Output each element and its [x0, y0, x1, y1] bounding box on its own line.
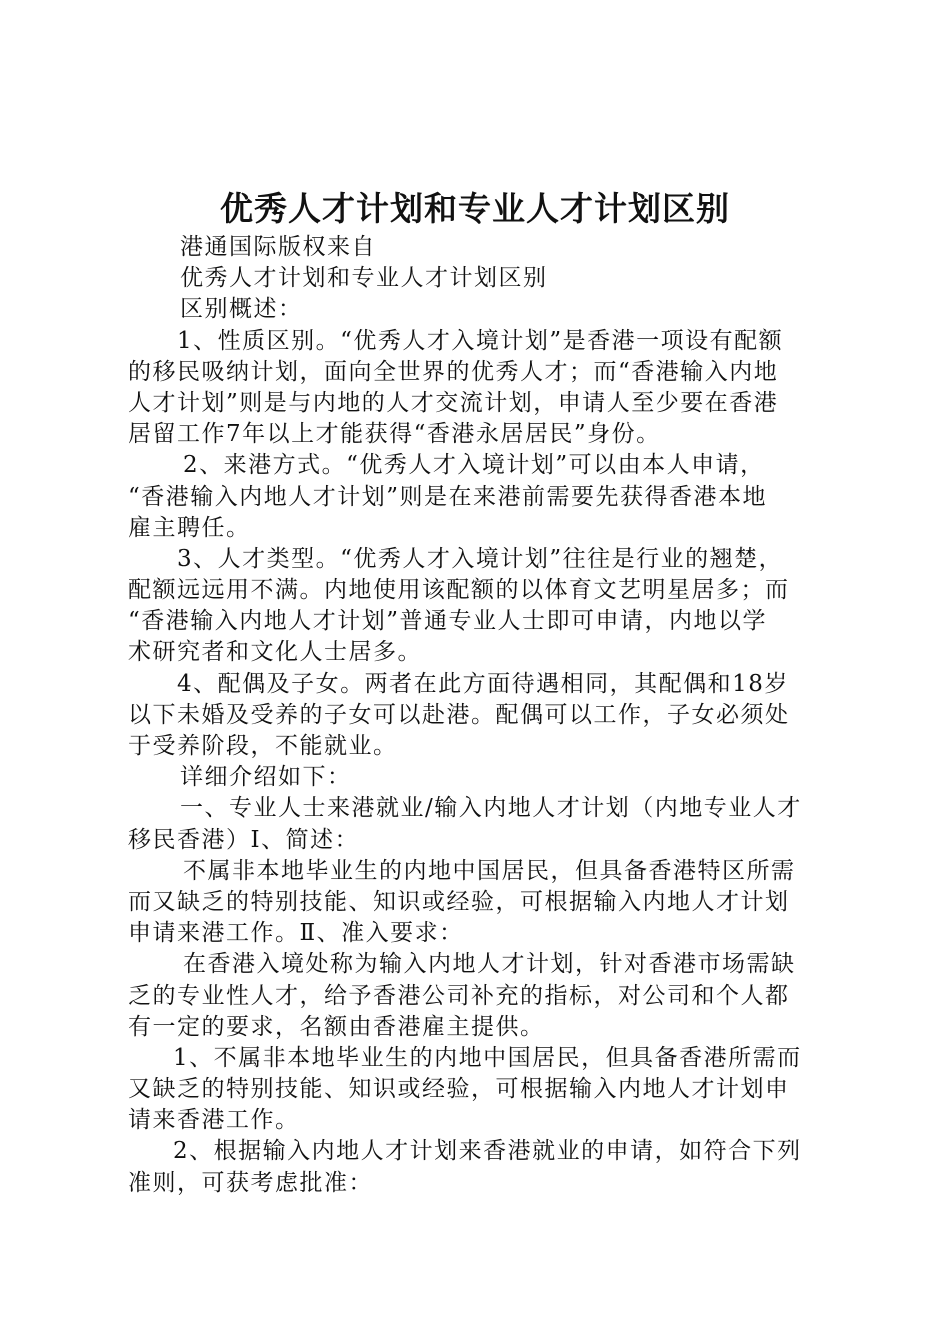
paragraph-line: 雇主聘任。 — [128, 514, 251, 541]
paragraph-line: 1、性质区别。“优秀人才入境计划”是香港一项设有配额 — [177, 327, 784, 354]
paragraph-line: 居留工作7年以上才能获得“香港永居居民”身份。 — [128, 421, 661, 448]
paragraph-line: 乏的专业性人才，给予香港公司补充的指标，对公司和个人都 — [128, 982, 790, 1009]
paragraph-line: 于受养阶段，不能就业。 — [128, 733, 398, 759]
paragraph-line: 又缺乏的特别技能、知识或经验，可根据输入内地人才计划申 — [128, 1076, 790, 1103]
paragraph-line: 以下未婚及受养的子女可以赴港。配偶可以工作，子女必须处 — [128, 701, 790, 728]
paragraph-line: 优秀人才计划和专业人才计划区别 — [180, 265, 548, 292]
paragraph-line: 4、配偶及子女。两者在此方面待遇相同，其配偶和18岁 — [177, 670, 789, 697]
paragraph-line: 2、来港方式。“优秀人才入境计划”可以由本人申请， — [183, 452, 765, 479]
paragraph-line: 一、专业人士来港就业/输入内地人才计划（内地专业人才 — [180, 795, 802, 822]
paragraph-line: 的移民吸纳计划，面向全世界的优秀人才；而“香港输入内地 — [128, 358, 779, 385]
paragraph-line: 准则，可获考虑批准： — [128, 1169, 373, 1196]
paragraph-line: 而又缺乏的特别技能、知识或经验，可根据输入内地人才计划 — [128, 888, 790, 915]
paragraph-line: 在香港入境处称为输入内地人才计划，针对香港市场需缺 — [183, 951, 796, 978]
paragraph-line: “香港输入内地人才计划”则是在来港前需要先获得香港本地 — [128, 483, 768, 510]
paragraph-line: 1、不属非本地毕业生的内地中国居民，但具备香港所需而 — [173, 1044, 802, 1071]
paragraph-line: 术研究者和文化人士居多。 — [128, 639, 422, 666]
paragraph-line: 2、根据输入内地人才计划来香港就业的申请，如符合下列 — [173, 1138, 802, 1165]
paragraph-line: 有一定的要求，名额由香港雇主提供。 — [128, 1013, 545, 1040]
paragraph-line: 不属非本地毕业生的内地中国居民，但具备香港特区所需 — [183, 857, 796, 884]
paragraph-line: 配额远远用不满。内地使用该配额的以体育文艺明星居多；而 — [128, 577, 790, 604]
document-title: 优秀人才计划和专业人才计划区别 — [220, 189, 730, 228]
paragraph-line: 3、人才类型。“优秀人才入境计划”往往是行业的翘楚， — [177, 545, 784, 572]
paragraph-line: 请来香港工作。 — [128, 1107, 300, 1134]
paragraph-line: 申请来港工作。Ⅱ、准入要求： — [128, 920, 464, 947]
paragraph-line: 移民香港）Ⅰ、简述： — [128, 826, 360, 853]
document-body — [128, 232, 830, 1199]
paragraph-line: “香港输入内地人才计划”普通专业人士即可申请，内地以学 — [128, 608, 768, 635]
paragraph-line: 详细介绍如下： — [180, 764, 352, 791]
paragraph-line: 港通国际版权来自 — [180, 234, 376, 260]
paragraph-line: 区别概述： — [180, 296, 303, 323]
paragraph-line: 人才计划”则是与内地的人才交流计划，申请人至少要在香港 — [128, 389, 779, 416]
